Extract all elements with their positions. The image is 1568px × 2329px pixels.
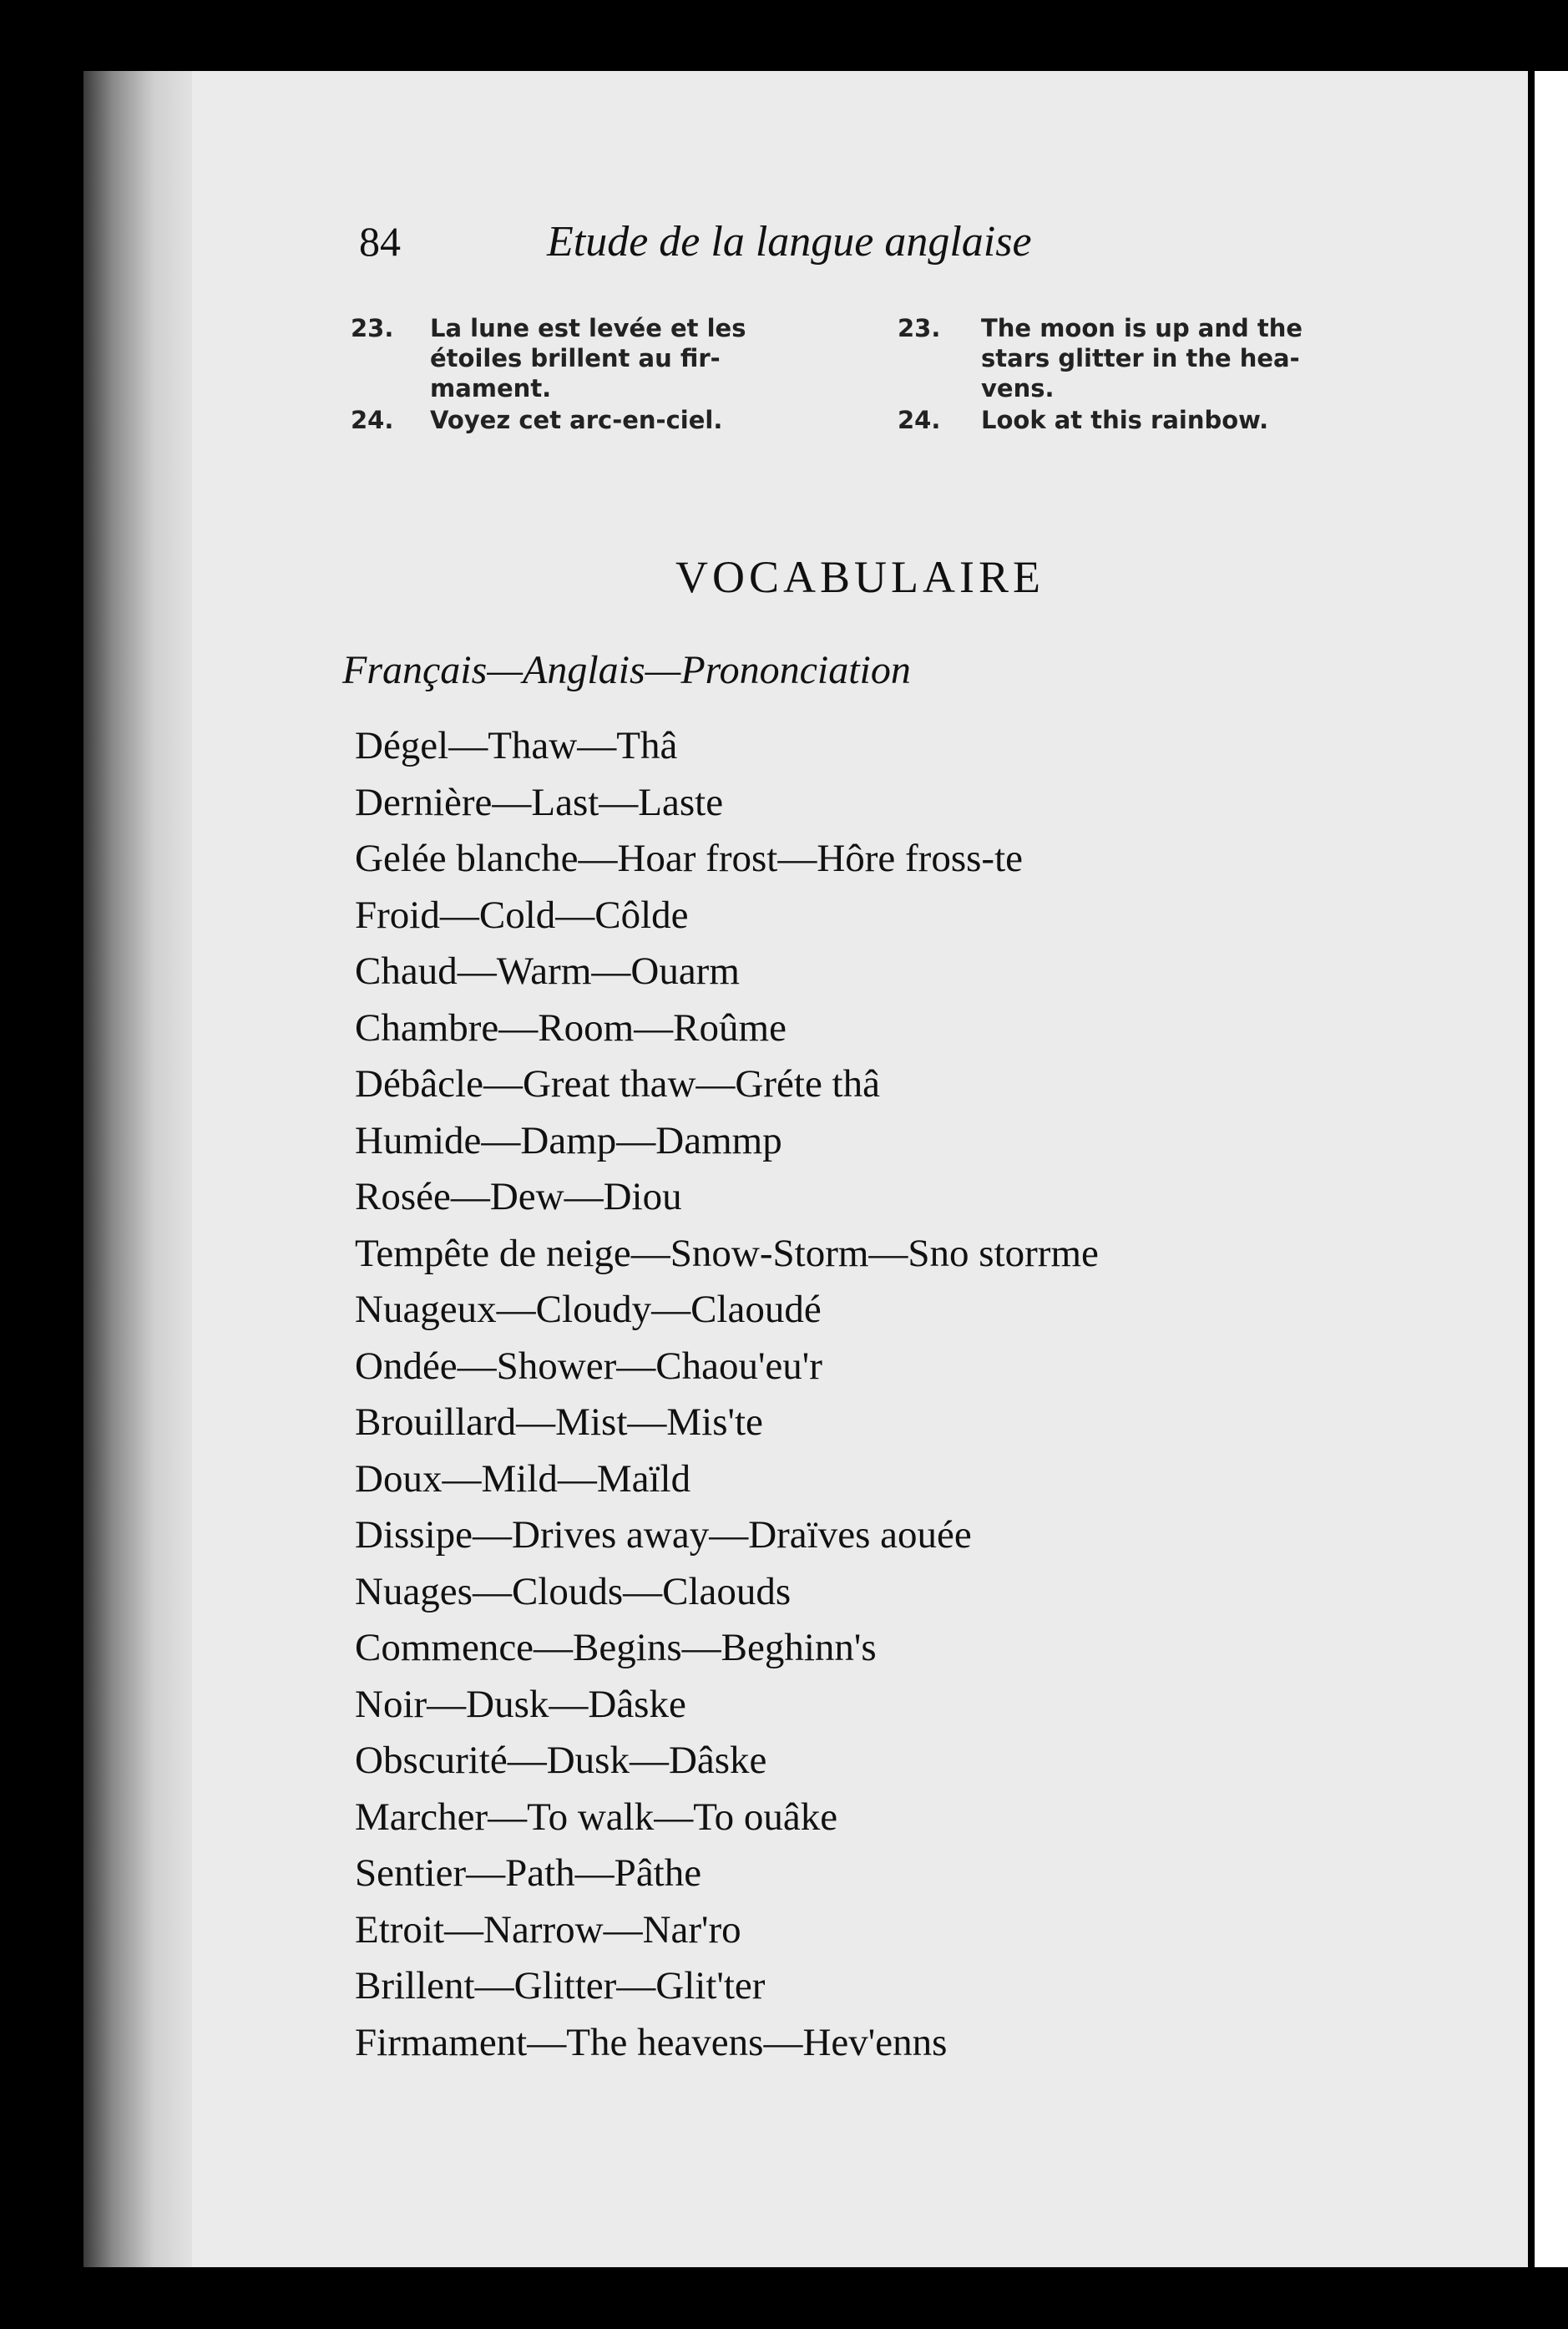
vocab-entry: Débâcle—Great thaw—Gréte thâ (355, 1062, 880, 1106)
running-title: Etude de la langue anglaise (547, 218, 1032, 266)
vocab-entry: Commence—Begins—Beghinn's (355, 1626, 877, 1669)
sentence-text: The moon is up and the stars glitter in the hea- vens. (981, 314, 1303, 403)
scan-edge (1535, 71, 1568, 2267)
vocab-subheading: Français—Anglais—Prononciation (342, 648, 911, 692)
vocab-entry: Humide—Damp—Dammp (355, 1118, 782, 1162)
sentence-text: La lune est levée et les étoiles brillent au fir- mament. (430, 314, 746, 403)
vocab-heading: VOCABULAIRE (675, 552, 1044, 602)
vocab-entry: Dégel—Thaw—Thâ (355, 724, 678, 767)
page-header (359, 217, 1444, 284)
vocab-entry: Marcher—To walk—To ouâke (355, 1795, 838, 1839)
sentence-number: 24. (898, 406, 941, 434)
vocab-entry: Rosée—Dew—Diou (355, 1175, 682, 1218)
vocab-entry: Dissipe—Drives away—Draïves aouée (355, 1513, 972, 1557)
vocab-entry: Doux—Mild—Maïld (355, 1456, 691, 1501)
page-number: 84 (359, 218, 401, 265)
vocab-entry: Noir—Dusk—Dâske (355, 1682, 686, 1726)
vocab-entry: Nuageux—Cloudy—Claoudé (355, 1288, 822, 1331)
vocab-entry: Etroit—Narrow—Nar'ro (355, 1907, 741, 1952)
vocab-entry: Dernière—Last—Laste (355, 780, 724, 824)
vocab-entry: Chaud—Warm—Ouarm (355, 949, 740, 993)
vocab-entry: Tempête de neige—Snow-Storm—Sno storrme (355, 1231, 1099, 1275)
vocab-entry: Firmament—The heavens—Hev'enns (355, 2020, 948, 2064)
vocab-entry: Chambre—Room—Roûme (355, 1005, 787, 1050)
vocab-entry: Nuages—Clouds—Claouds (355, 1569, 792, 1613)
sentence-number: 23. (351, 314, 394, 342)
vocab-entry: Sentier—Path—Pâthe (355, 1851, 702, 1895)
vocab-entry: Obscurité—Dusk—Dâske (355, 1739, 767, 1782)
sentence-text: Look at this rainbow. (981, 406, 1269, 434)
vocab-entry: Ondée—Shower—Chaou'eu'r (355, 1344, 822, 1388)
sentence-text: Voyez cet arc-en-ciel. (430, 406, 723, 434)
sentence-number: 24. (351, 406, 394, 434)
vocab-entry: Froid—Cold—Côlde (355, 893, 689, 937)
book-gutter-shadow (83, 71, 200, 2267)
book-page (192, 71, 1528, 2267)
vocab-list (355, 718, 1440, 2071)
vocab-entry: Brouillard—Mist—Mis'te (355, 1400, 763, 1444)
vocab-entry: Gelée blanche—Hoar frost—Hôre fross-te (355, 837, 1023, 880)
sentence-number: 23. (898, 314, 941, 342)
vocab-entry: Brillent—Glitter—Glit'ter (355, 1964, 766, 2007)
